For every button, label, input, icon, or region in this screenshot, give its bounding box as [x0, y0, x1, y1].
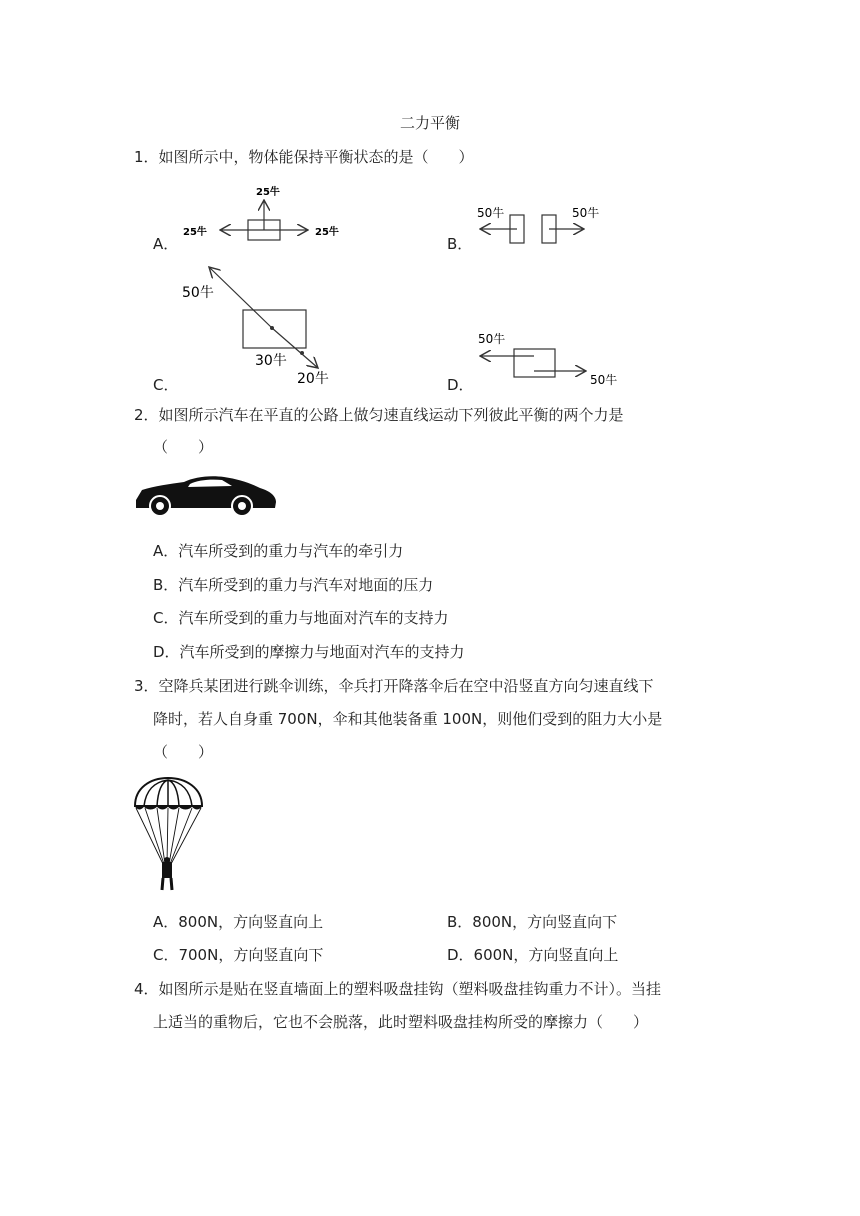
q1b-left-label: 50牛 [477, 206, 505, 220]
q1a-top-label: 25牛 [256, 187, 280, 198]
q2-option-c: C．汽车所受到的重力与地面对汽车的支持力 [153, 609, 449, 627]
q1c-point-2 [300, 351, 304, 355]
q3-option-a: A．800N，方向竖直向上 [153, 913, 324, 931]
q2-option-b: B．汽车所受到的重力与汽车对地面的压力 [153, 576, 434, 594]
paratrooper-body [162, 862, 172, 878]
parachute-lines [136, 808, 201, 864]
q1a-left-label: 25牛 [183, 227, 207, 238]
page-title: 二力平衡 [399, 114, 460, 132]
q1-option-b-label: B． [447, 235, 473, 253]
question-2-stem-line1: 2．如图所示汽车在平直的公路上做匀速直线运动下列彼此平衡的两个力是 [134, 406, 624, 424]
q1c-box [243, 310, 306, 348]
q1-option-d-label: D． [447, 376, 474, 394]
parachute-image [132, 776, 206, 894]
q2-option-d: D．汽车所受到的摩擦力与地面对汽车的支持力 [153, 643, 465, 661]
q1c-point [270, 326, 274, 330]
q1c-label-30: 30牛 [255, 353, 287, 369]
q1-option-a-label: A． [153, 235, 179, 253]
question-2-stem-line2: （ ） [153, 438, 214, 456]
paratrooper-legs [162, 878, 172, 890]
q1d-top-label: 50牛 [478, 332, 506, 346]
q1-figure-d [476, 328, 626, 390]
q1c-label-20: 20牛 [297, 371, 329, 387]
q1-figure-a [180, 184, 350, 246]
q1d-bottom-label: 50牛 [590, 373, 618, 387]
q1b-right-label: 50牛 [572, 206, 600, 220]
q1-option-c-label: C． [153, 376, 179, 394]
q3-option-c: C．700N，方向竖直向下 [153, 946, 324, 964]
q2-option-a: A．汽车所受到的重力与汽车的牵引力 [153, 542, 404, 560]
car-image [132, 474, 278, 520]
question-3-stem-line2: 降时，若人自身重 700N，伞和其他装备重 100N，则他们受到的阻力大小是 [153, 710, 663, 728]
q1c-arrow-50 [209, 267, 272, 328]
q1-figure-b [474, 202, 614, 248]
question-4-stem-line2: 上适当的重物后，它也不会脱落，此时塑料吸盘挂构所受的摩擦力（ ） [153, 1013, 649, 1031]
question-3-stem-line3: （ ） [153, 743, 214, 761]
question-1-stem: 1．如图所示中，物体能保持平衡状态的是（ ） [134, 148, 474, 166]
q3-option-b: B．800N，方向竖直向下 [447, 913, 618, 931]
q1-figure-c [178, 262, 378, 390]
q1a-right-label: 25牛 [315, 227, 339, 238]
q3-option-d: D．600N，方向竖直向上 [447, 946, 619, 964]
question-3-stem-line1: 3．空降兵某团进行跳伞训练，伞兵打开降落伞后在空中沿竖直方向匀速直线下 [134, 677, 654, 695]
q1c-label-50: 50牛 [182, 285, 214, 301]
question-4-stem-line1: 4．如图所示是贴在竖直墙面上的塑料吸盘挂钩（塑料吸盘挂钩重力不计）。当挂 [134, 980, 662, 998]
q1d-box [514, 349, 555, 377]
